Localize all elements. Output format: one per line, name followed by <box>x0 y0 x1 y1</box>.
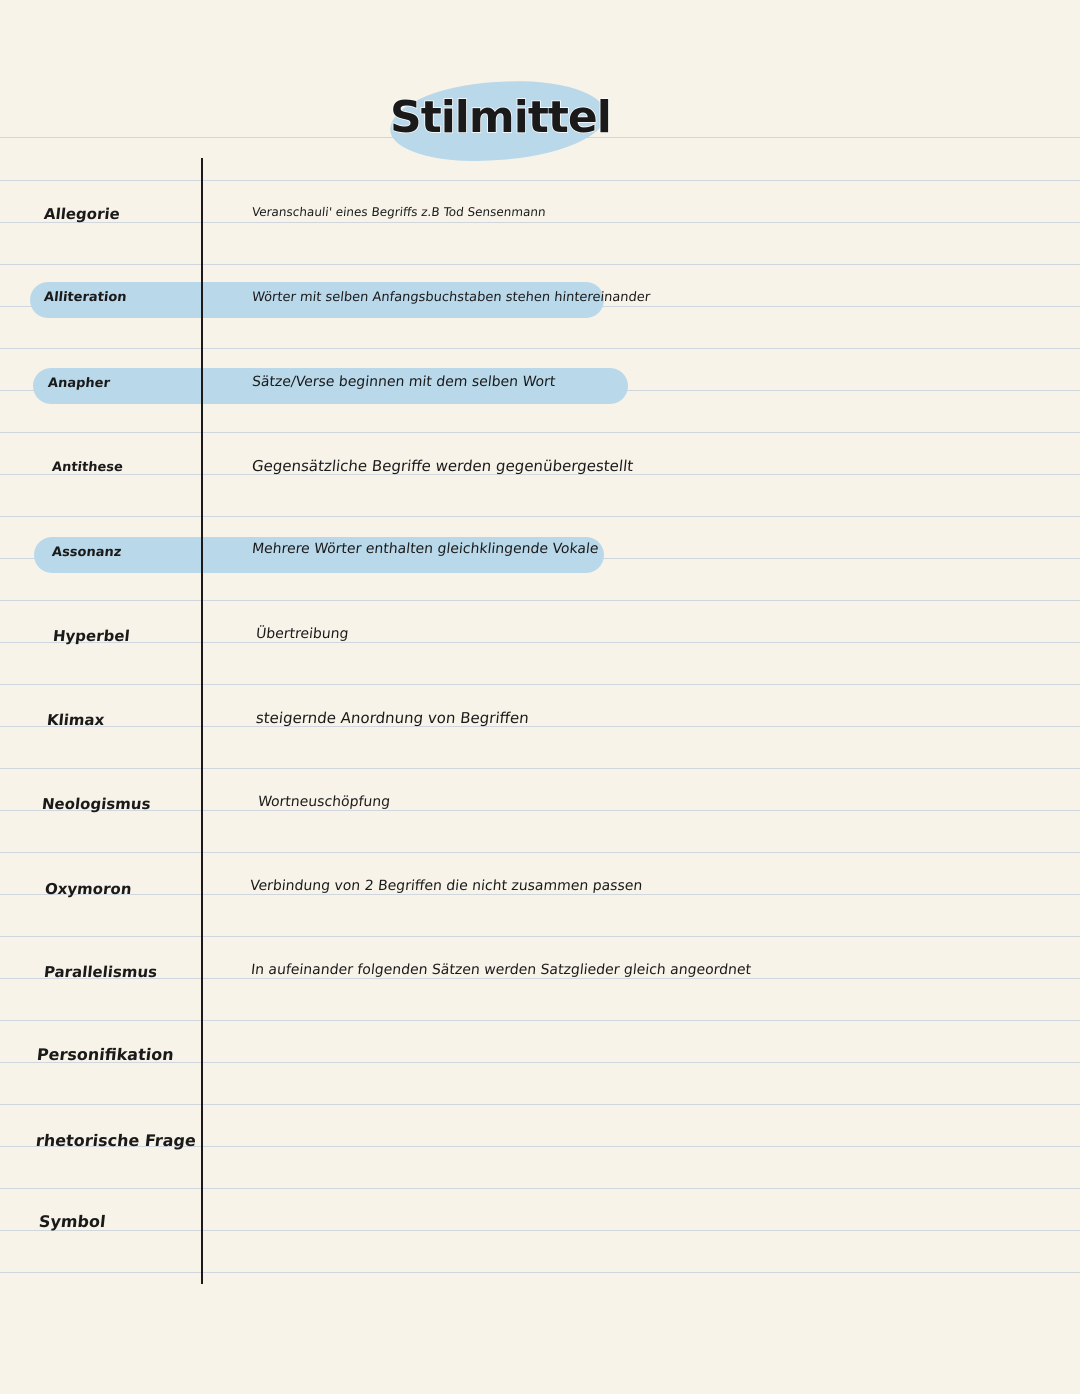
definition-alliteration: Wörter mit selben Anfangsbuchstaben stehen hintereinander <box>251 290 651 305</box>
ruled-line <box>0 894 1080 895</box>
term-personifikation: Personifikation <box>36 1045 175 1064</box>
ruled-line <box>0 348 1080 349</box>
ruled-line <box>0 684 1080 685</box>
ruled-line <box>0 936 1080 937</box>
ruled-line <box>0 852 1080 853</box>
term-allegorie: Allegorie <box>43 205 121 223</box>
ruled-line <box>0 222 1080 223</box>
ruled-line <box>0 600 1080 601</box>
term-rhetorische-frage: rhetorische Frage <box>35 1131 197 1150</box>
definition-oxymoron: Verbindung von 2 Begriffen die nicht zusammen passen <box>249 878 644 894</box>
definition-hyperbel: Übertreibung <box>255 626 350 642</box>
term-hyperbel: Hyperbel <box>52 627 131 645</box>
term-parallelismus: Parallelismus <box>43 963 159 981</box>
ruled-line <box>0 1188 1080 1189</box>
column-divider <box>201 158 203 1284</box>
ruled-line <box>0 1230 1080 1231</box>
term-symbol: Symbol <box>38 1212 107 1231</box>
ruled-line <box>0 180 1080 181</box>
ruled-line <box>0 1272 1080 1273</box>
ruled-line <box>0 1104 1080 1105</box>
definition-klimax: steigernde Anordnung von Begriffen <box>255 709 530 727</box>
ruled-line <box>0 642 1080 643</box>
definition-assonanz: Mehrere Wörter enthalten gleichklingende Vokale <box>251 541 600 557</box>
ruled-line <box>0 1020 1080 1021</box>
definition-antithese: Gegensätzliche Begriffe werden gegenübergestellt <box>251 457 635 475</box>
ruled-line <box>0 810 1080 811</box>
definition-neologismus: Wortneuschöpfung <box>257 794 391 810</box>
term-alliteration: Alliteration <box>43 290 128 305</box>
ruled-line <box>0 768 1080 769</box>
term-anapher: Anapher <box>47 376 111 391</box>
ruled-line <box>0 726 1080 727</box>
page-title: Stilmittel <box>390 92 611 143</box>
definition-anapher: Sätze/Verse beginnen mit dem selben Wort <box>251 374 557 390</box>
ruled-line <box>0 432 1080 433</box>
term-oxymoron: Oxymoron <box>44 880 133 898</box>
term-assonanz: Assonanz <box>51 545 123 560</box>
definition-allegorie: Veranschauli' eines Begriffs z.B Tod Sensenmann <box>251 205 547 219</box>
definition-parallelismus: In aufeinander folgenden Sätzen werden Satzglieder gleich angeordnet <box>250 962 752 978</box>
ruled-line <box>0 516 1080 517</box>
term-neologismus: Neologismus <box>41 795 152 813</box>
ruled-line <box>0 264 1080 265</box>
term-antithese: Antithese <box>51 460 124 475</box>
ruled-line <box>0 978 1080 979</box>
term-klimax: Klimax <box>46 711 106 729</box>
